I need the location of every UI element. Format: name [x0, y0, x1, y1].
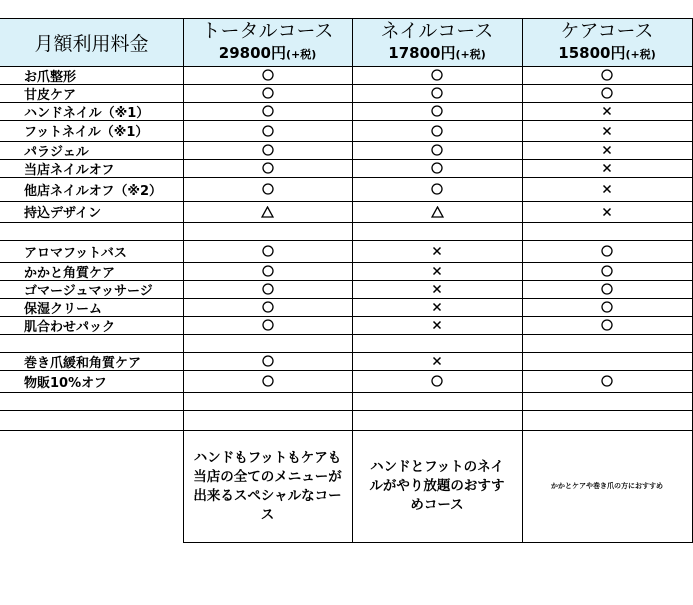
circle-mark [352, 102, 522, 120]
grid-line-row [0, 392, 693, 393]
empty-cell [352, 334, 522, 352]
grid-line-row [0, 262, 693, 263]
grid-line-vertical [183, 18, 184, 543]
course-name: トータルコース [201, 19, 334, 42]
course-header-total [183, 18, 352, 66]
circle-mark [352, 66, 522, 84]
row-label [0, 392, 183, 410]
grid-line-row [0, 159, 693, 160]
row-label [0, 334, 183, 352]
triangle-mark [352, 201, 522, 222]
empty-cell [183, 392, 352, 410]
grid-line-row [0, 84, 693, 85]
cross-mark [352, 316, 522, 334]
circle-mark [183, 66, 352, 84]
course-description-care: かかとケアや巻き爪の方におすすめ [550, 482, 664, 490]
circle-mark [183, 159, 352, 177]
circle-mark [352, 159, 522, 177]
cross-mark [352, 280, 522, 298]
circle-mark [183, 298, 352, 316]
circle-mark [183, 280, 352, 298]
circle-mark [522, 370, 692, 392]
cross-mark [522, 201, 692, 222]
course-price: 15800円(+税) [558, 43, 656, 62]
circle-mark [522, 298, 692, 316]
empty-cell [522, 222, 692, 240]
circle-mark [183, 141, 352, 159]
table-header-label [0, 18, 183, 66]
grid-line-row [0, 240, 693, 241]
circle-mark [352, 84, 522, 102]
circle-mark [183, 352, 352, 370]
row-label: 巻き爪緩和角質ケア [24, 355, 142, 371]
circle-mark [522, 84, 692, 102]
row-label: 甘皮ケア [24, 87, 77, 103]
course-name: ネイルコース [380, 19, 494, 42]
row-label: 保湿クリーム [24, 301, 103, 317]
grid-line-row [0, 102, 693, 103]
grid-line-row [0, 222, 693, 223]
row-label: 物販10%オフ [24, 375, 107, 391]
circle-mark [183, 370, 352, 392]
circle-mark [522, 240, 692, 262]
cross-mark [352, 298, 522, 316]
row-label: アロマフットバス [24, 245, 127, 261]
empty-cell [522, 392, 692, 410]
grid-line-row [0, 352, 693, 353]
cross-mark [522, 102, 692, 120]
grid-line-row [0, 316, 693, 317]
row-label: パラジェル [24, 144, 89, 160]
circle-mark [522, 280, 692, 298]
circle-mark [183, 316, 352, 334]
course-description-nail: ハンドとフットのネイルがやり放題のおすすめコース [369, 459, 505, 513]
row-label: かかと角質ケア [24, 265, 116, 281]
grid-line-row [0, 120, 693, 121]
grid-line-row [0, 430, 693, 431]
cross-mark [352, 352, 522, 370]
circle-mark [522, 66, 692, 84]
row-label: ハンドネイル（※1） [24, 105, 150, 121]
circle-mark [522, 316, 692, 334]
row-label: 当店ネイルオフ [24, 162, 115, 178]
circle-mark [522, 262, 692, 280]
empty-cell [352, 222, 522, 240]
circle-mark [352, 177, 522, 201]
cross-mark [522, 120, 692, 141]
circle-mark [183, 102, 352, 120]
grid-line-row [0, 280, 693, 281]
grid-line-vertical [522, 18, 523, 543]
grid-line-row [0, 177, 693, 178]
grid-line-row [0, 334, 693, 335]
cross-mark [352, 262, 522, 280]
circle-mark [183, 120, 352, 141]
grid-line-row [0, 66, 693, 67]
empty-cell [352, 392, 522, 410]
course-name: ケアコース [560, 19, 654, 42]
empty-cell [183, 334, 352, 352]
grid-line-vertical [352, 18, 353, 543]
circle-mark [183, 84, 352, 102]
row-label: 持込デザイン [24, 206, 102, 221]
cross-mark [522, 141, 692, 159]
course-description-total: ハンドもフットもケアも当店の全てのメニューが出来るスペシャルなコース [193, 449, 342, 523]
course-price: 17800円(+税) [388, 43, 486, 62]
empty-cell [183, 222, 352, 240]
grid-line-row [0, 201, 693, 202]
grid-line-row [0, 141, 693, 142]
grid-line-row [0, 298, 693, 299]
cross-mark [352, 240, 522, 262]
circle-mark [183, 262, 352, 280]
row-label: 肌合わせパック [24, 319, 116, 335]
row-label [0, 222, 183, 240]
circle-mark [352, 141, 522, 159]
grid-line-row [0, 370, 693, 371]
course-header-care [522, 18, 692, 66]
cross-mark [522, 177, 692, 201]
circle-mark [183, 240, 352, 262]
course-price: 29800円(+税) [218, 43, 317, 62]
circle-mark [352, 370, 522, 392]
cross-mark [522, 159, 692, 177]
grid-line-top [0, 18, 693, 19]
circle-mark [183, 177, 352, 201]
grid-line-bottom [183, 542, 693, 543]
course-header-nail [352, 18, 522, 66]
grid-line-row [0, 410, 693, 411]
row-label: 他店ネイルオフ（※2） [24, 183, 163, 199]
row-label: お爪整形 [24, 69, 77, 85]
circle-mark [352, 120, 522, 141]
header-label-text: 月額利用料金 [34, 32, 149, 55]
row-label: フットネイル（※1） [24, 125, 149, 140]
empty-cell [522, 334, 692, 352]
row-label: ゴマージュマッサージ [24, 283, 153, 299]
triangle-mark [183, 201, 352, 222]
empty-cell [522, 352, 692, 370]
